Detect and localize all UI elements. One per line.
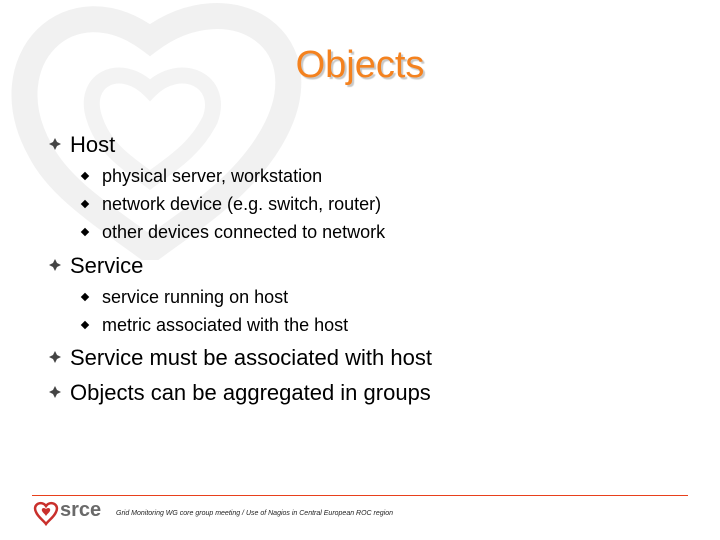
footer-caption: Grid Monitoring WG core group meeting / Use of Nagios in Central European ROC region: [116, 510, 394, 517]
bullet-text: Service must be associated with host: [70, 345, 432, 370]
bullet-text: Objects can be aggregated in groups: [70, 380, 431, 405]
small-diamond-bullet-icon: [81, 293, 89, 301]
diamond-bullet-icon: [48, 385, 62, 399]
sub-bullet-text: other devices connected to network: [102, 222, 386, 242]
small-diamond-bullet-icon: [81, 321, 89, 329]
sub-bullet-text: service running on host: [102, 287, 289, 307]
bullet-text: Service: [70, 253, 144, 278]
diamond-bullet-icon: [48, 350, 62, 364]
sub-bullet-text: metric associated with the host: [102, 315, 349, 335]
footer-divider: [32, 495, 688, 496]
diamond-bullet-icon: [48, 258, 62, 272]
logo-text: srce: [60, 499, 102, 521]
bullet-text: Host: [70, 132, 116, 157]
diamond-bullet-icon: [48, 137, 62, 151]
heart-watermark-icon: [0, 0, 360, 260]
sub-bullet-text: network device (e.g. switch, router): [102, 194, 382, 214]
slide-title: Objects: [295, 44, 425, 86]
sub-bullet-text: physical server, workstation: [102, 166, 323, 186]
